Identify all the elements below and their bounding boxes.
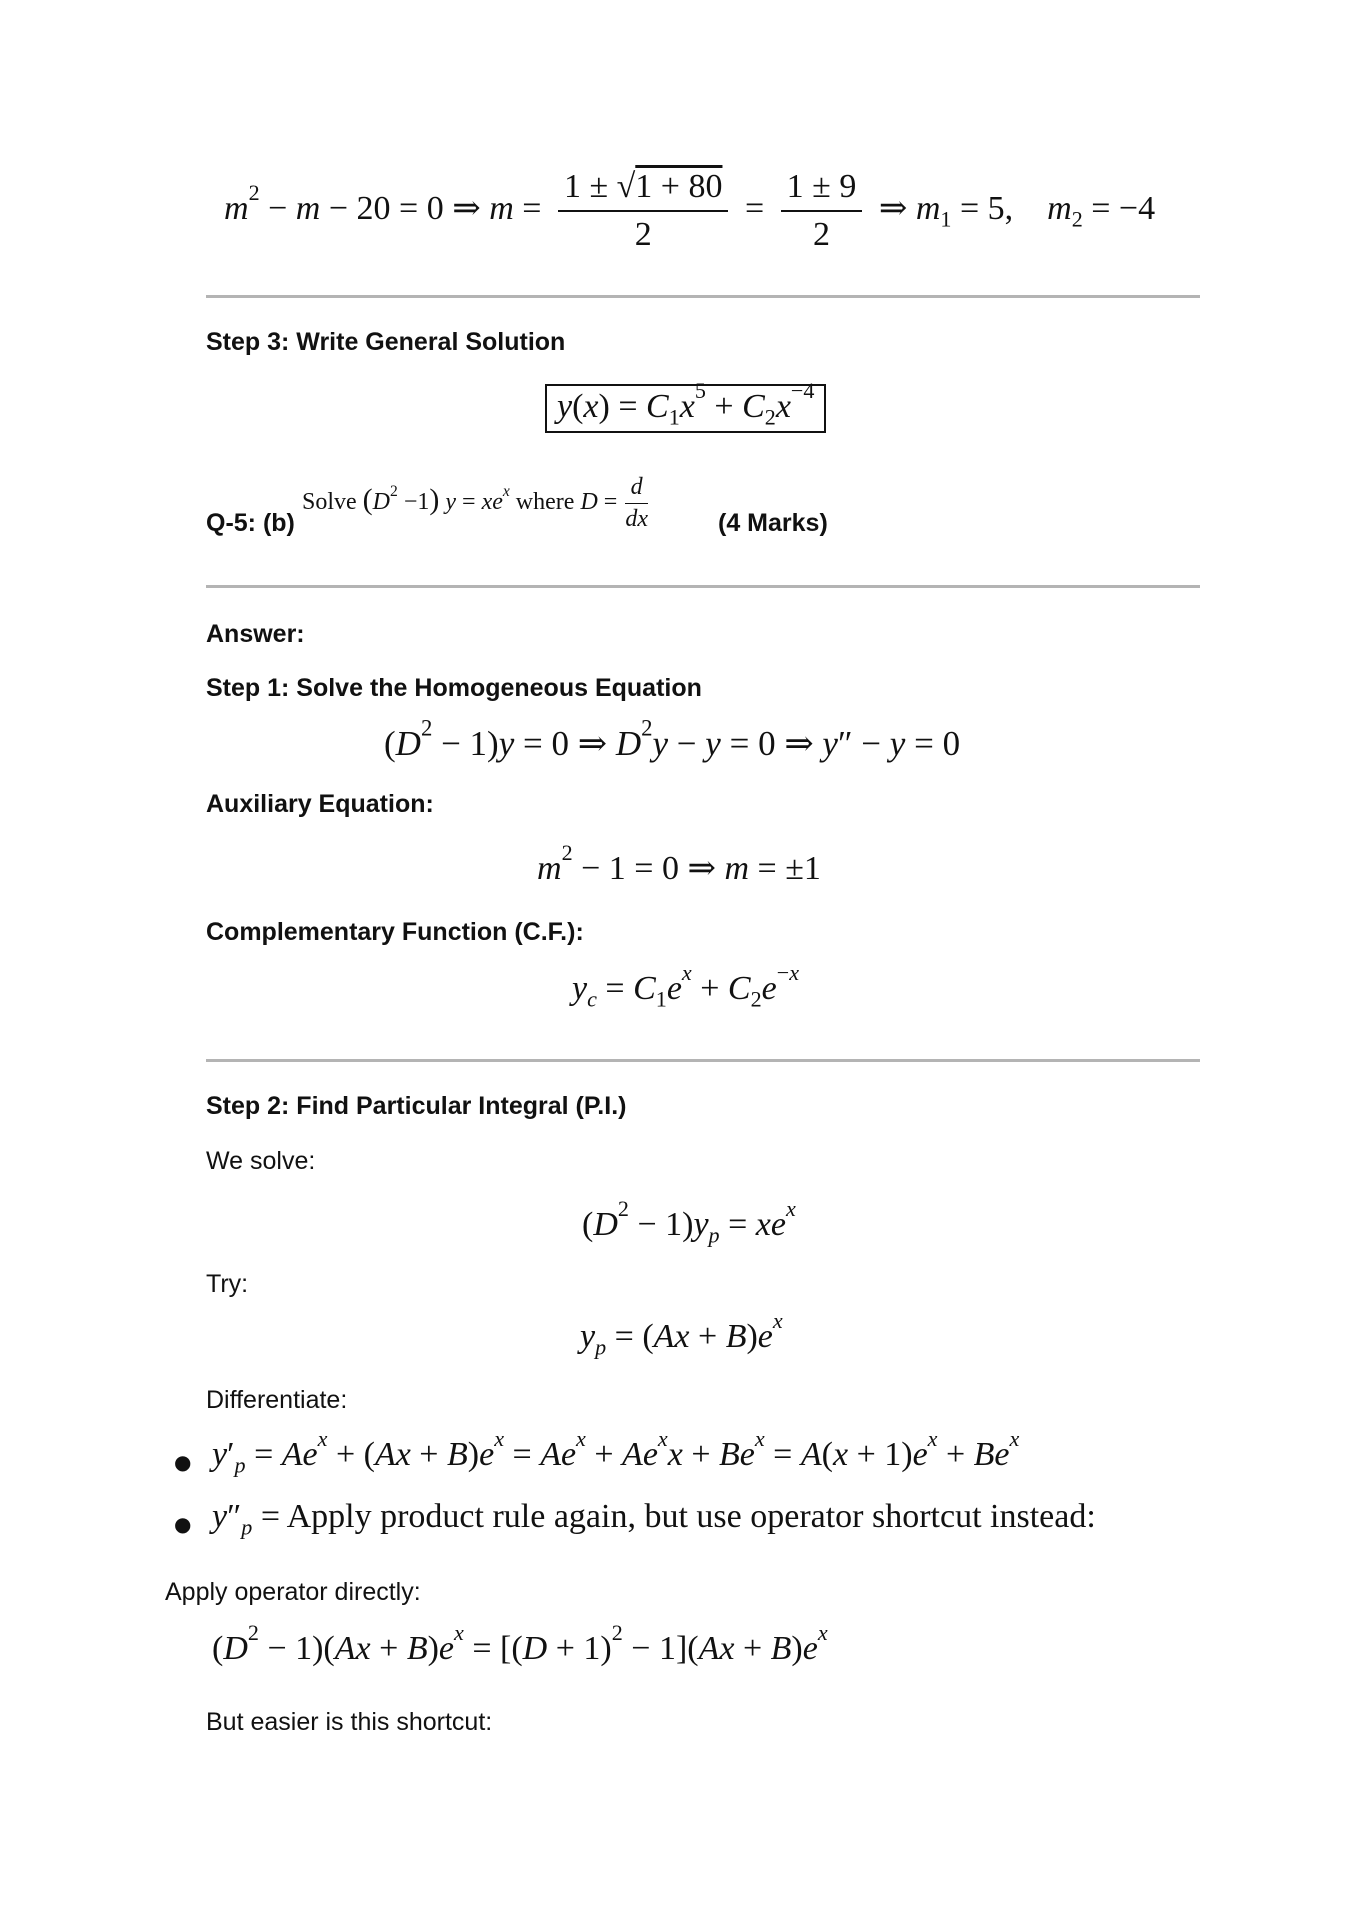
- complementary-function: $y_c = C_1e^x + C_2e^{-x}$: [572, 960, 800, 1012]
- step3-heading: Step 3: Write General Solution: [206, 328, 566, 356]
- auxiliary-equation: $m^2 - 1 = 0$ ⇒ m = ±1: [537, 840, 821, 887]
- answer-heading: Answer:: [206, 620, 305, 648]
- marks-label: (4 Marks): [718, 509, 828, 537]
- step1-heading: Step 1: Solve the Homogeneous Equation: [206, 674, 702, 702]
- operator-equation: $(D^2 - 1)(Ax + B)e^x = [(D + 1)^2 - 1](Ax + B)e^x$: [212, 1620, 828, 1667]
- bullet-marker: ●: [174, 1450, 192, 1474]
- where-word: where: [515, 489, 575, 516]
- auxiliary-heading: Auxiliary Equation:: [206, 790, 434, 818]
- question-label: Q-5: (b): [206, 509, 295, 537]
- step2-heading: Step 2: Find Particular Integral (P.I.): [206, 1092, 627, 1120]
- bullet-marker: ●: [174, 1512, 192, 1536]
- particular-equation: $(D^2 - 1)y_p = xe^x$: [582, 1196, 796, 1248]
- question-equation: Solve $(D^2 -1) y = xe^x$ where D = $\frac{d}{dx}$: [302, 474, 648, 532]
- divider: [206, 585, 1200, 588]
- quadratic-root-equation: $m^2 - m - 20 = 0$ ⇒ m = $\frac{1 \pm √1 + 80}{2}$ = $\frac{1 \pm 9}{2}$ ⇒ $m_1 = 5$, $m_2 = -4$: [224, 168, 1156, 253]
- solve-word: Solve: [302, 489, 357, 516]
- differentiate-text: Differentiate:: [206, 1386, 348, 1414]
- divider: [206, 295, 1200, 298]
- apply-operator-text: Apply operator directly:: [165, 1578, 421, 1606]
- cf-heading: Complementary Function (C.F.):: [206, 918, 584, 946]
- second-derivative-note: $y''_p$ = Apply product rule again, but use operator shortcut instead:: [212, 1498, 1096, 1540]
- divider: [206, 1059, 1200, 1062]
- homogeneous-equation: $(D^2 - 1)y = 0$ ⇒ $D^2y - y = 0$ ⇒ y″ − y = 0: [384, 715, 961, 763]
- trial-solution: $y_p = (Ax + B)e^x$: [580, 1308, 783, 1360]
- we-solve-text: We solve:: [206, 1147, 316, 1175]
- first-derivative: $y'_p = Ae^x + (Ax + B)e^x = Ae^x + Ae^xx + Be^x = A(x + 1)e^x + Be^x$: [212, 1426, 1020, 1478]
- shortcut-text: But easier is this shortcut:: [206, 1708, 493, 1736]
- second-derivative-text: = Apply product rule again, but use operator shortcut instead:: [260, 1498, 1096, 1535]
- general-solution-box: $y(x) = C_1x^5 + C_2x^{-4}$: [545, 388, 826, 426]
- try-text: Try:: [206, 1270, 249, 1298]
